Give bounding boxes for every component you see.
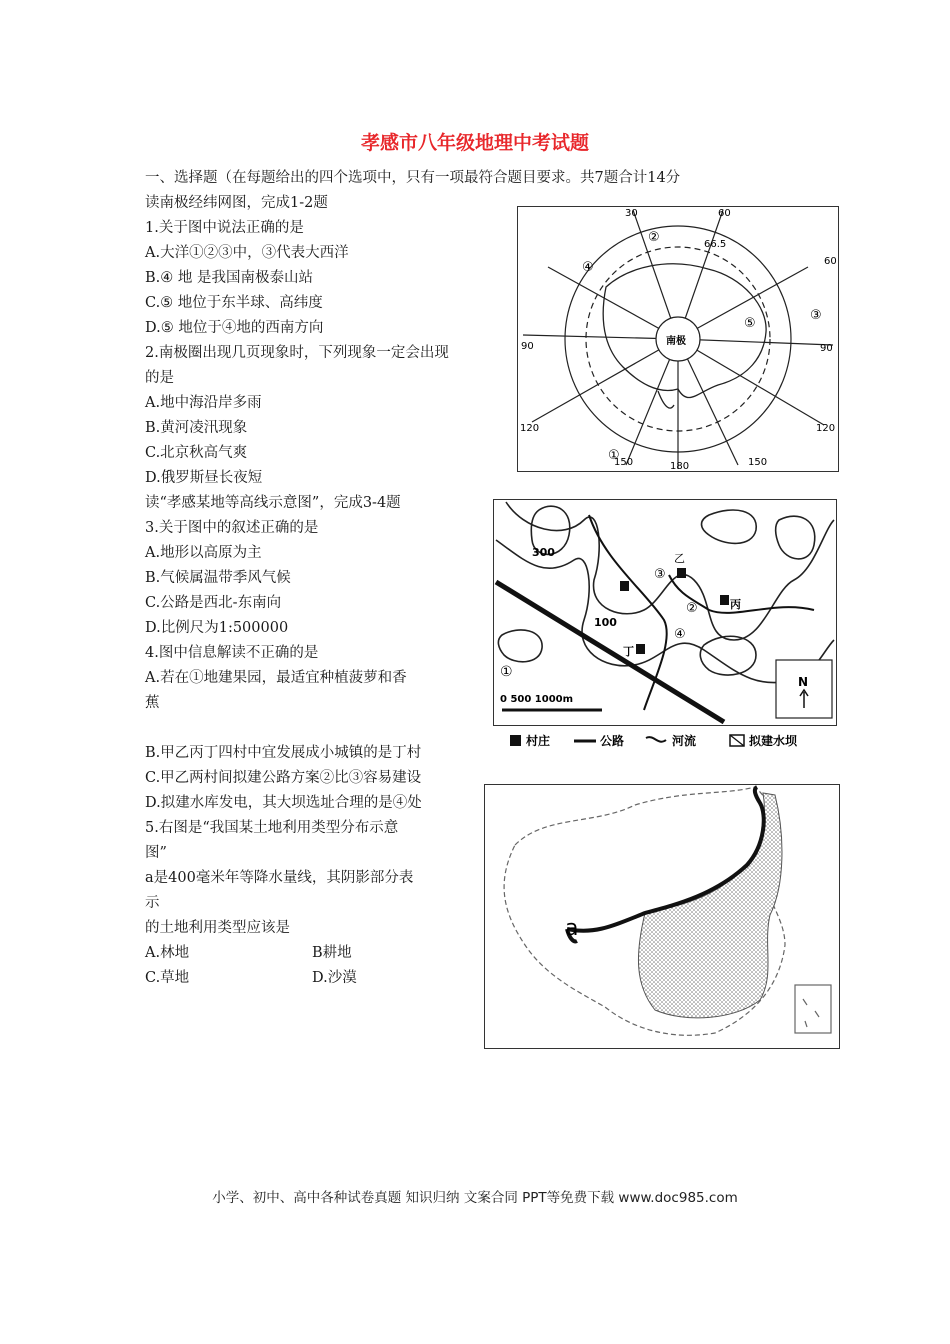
legend-dam-label: 拟建水坝 <box>749 734 798 748</box>
q3-option-c: C.公路是西北-东南向 <box>145 595 282 611</box>
antarctic-grid-map <box>518 207 838 471</box>
lon-label-30: 30 <box>625 208 638 219</box>
q5-option-c: C.草地 <box>145 970 190 986</box>
q4-option-a: A.若在①地建果园，最适宜种植菠萝和香 <box>145 670 407 686</box>
contour-map-legend <box>506 730 846 752</box>
site-4: ④ <box>674 627 686 642</box>
q3-option-a: A.地形以高原为主 <box>145 545 262 561</box>
q4-option-d: D.拟建水库发电，其大坝选址合理的是④处 <box>145 795 422 811</box>
q5-stem-cont: 图” <box>145 845 167 861</box>
q1-stem: 1.关于图中说法正确的是 <box>145 220 304 236</box>
legend-road-label: 公路 <box>600 734 625 748</box>
lon-label-90-left: 90 <box>521 341 534 352</box>
lon-label-120-right: 120 <box>816 423 836 434</box>
marker-5: ⑤ <box>744 316 756 331</box>
village-bing: 丙 <box>730 598 741 611</box>
q2-option-a: A.地中海沿岸多雨 <box>145 395 262 411</box>
legend-village-label: 村庄 <box>526 734 551 748</box>
marker-4: ④ <box>582 260 594 275</box>
marker-3: ③ <box>810 308 822 323</box>
lon-label-120-left: 120 <box>520 423 540 434</box>
lon-label-150-left: 150 <box>614 457 634 468</box>
north-label: N <box>798 675 809 689</box>
q2-option-d: D.俄罗斯昼长夜短 <box>145 470 263 486</box>
q1-option-c: C.⑤ 地位于东半球、高纬度 <box>145 295 323 311</box>
marker-2: ② <box>648 230 660 245</box>
village-yi: 乙 <box>674 552 685 565</box>
q3-stem: 3.关于图中的叙述正确的是 <box>145 520 319 536</box>
lon-label-60-top: 60 <box>718 208 731 219</box>
contour-map <box>494 500 836 725</box>
q4-option-c: C.甲乙两村间拟建公路方案②比③容易建设 <box>145 770 422 786</box>
q4-option-a-cont: 蕉 <box>145 695 160 711</box>
contour-label-100: 100 <box>594 616 617 629</box>
scale-bar-label: 0 500 1000m <box>500 694 574 705</box>
q1-option-a: A.大洋①②③中，③代表大西洋 <box>145 245 349 261</box>
q4-option-b: B.甲乙丙丁四村中宜发展成小城镇的是丁村 <box>145 745 422 761</box>
rainfall-line-label: a <box>565 916 579 941</box>
q3-option-b: B.气候属温带季风气候 <box>145 570 291 586</box>
village-ding: 丁 <box>623 645 634 658</box>
q5-stem-2-cont: 示 <box>145 895 160 911</box>
china-landuse-figure <box>484 784 840 1049</box>
lat-label: 66.5 <box>704 239 727 250</box>
q5-stem-3: 的土地利用类型应该是 <box>145 920 290 936</box>
china-landuse-map <box>485 785 839 1048</box>
intro-3-4: 读“孝感某地等高线示意图”，完成3-4题 <box>145 495 401 511</box>
lon-label-180: 180 <box>670 461 690 471</box>
q4-stem: 4.图中信息解读不正确的是 <box>145 645 319 661</box>
marker-1: ① <box>608 448 620 463</box>
intro-1-2: 读南极经纬网图，完成1-2题 <box>145 195 328 211</box>
site-3: ③ <box>654 567 666 582</box>
q5-option-b: B耕地 <box>312 945 352 961</box>
lon-label-90-right: 90 <box>820 343 833 354</box>
section-heading: 一、选择题（在每题给出的四个选项中，只有一项最符合题目要求。共7题合计14分 <box>145 170 681 186</box>
contour-label-300: 300 <box>532 546 555 559</box>
lon-label-150-right: 150 <box>748 457 768 468</box>
q5-option-d: D.沙漠 <box>312 970 357 986</box>
site-2: ② <box>686 601 698 616</box>
antarctic-grid-figure <box>517 206 839 472</box>
q5-option-a: A.林地 <box>145 945 190 961</box>
q3-option-d: D.比例尺为1:500000 <box>145 620 289 636</box>
pole-label: 南极 <box>666 336 686 347</box>
q5-stem: 5.右图是“我国某土地利用类型分布示意 <box>145 820 399 836</box>
page-title: 孝感市八年级地理中考试题 <box>360 132 589 154</box>
q5-stem-2: a是400毫米年等降水量线，其阴影部分表 <box>145 870 414 886</box>
q2-stem: 2.南极圈出现几页现象时，下列现象一定会出现 <box>145 345 449 361</box>
q2-option-c: C.北京秋高气爽 <box>145 445 248 461</box>
q2-stem-cont: 的是 <box>145 370 174 386</box>
legend-river-label: 河流 <box>672 734 697 748</box>
lon-label-60-right: 60 <box>824 256 837 267</box>
q1-option-b: B.④ 地 是我国南极泰山站 <box>145 270 313 286</box>
page-footer: 小学、初中、高中各种试卷真题 知识归纳 文案合同 PPT等免费下载 www.doc985.com <box>212 1190 738 1206</box>
q2-option-b: B.黄河凌汛现象 <box>145 420 248 436</box>
site-1: ① <box>500 664 513 680</box>
contour-map-figure <box>493 499 837 726</box>
q1-option-d: D.⑤ 地位于④地的西南方向 <box>145 320 324 336</box>
